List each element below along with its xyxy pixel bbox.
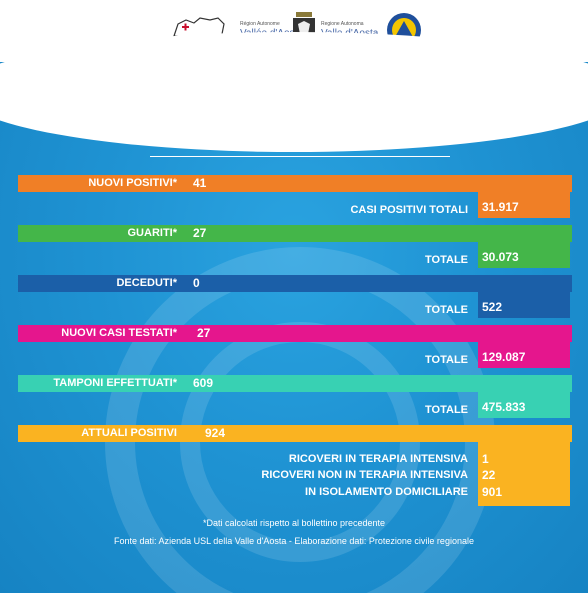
deceduti-value: 0 [193, 276, 200, 290]
guariti-value: 27 [193, 226, 207, 240]
nuovi-casi-testati-value: 27 [197, 326, 211, 340]
terapia-intensiva-value: 1 [482, 452, 489, 466]
bulletin-subtitle: COVID-19 - Situazione in Valle d'Aosta [158, 111, 430, 128]
attuali-positivi-label: ATTUALI POSITIVI [81, 427, 177, 439]
deceduti-label: DECEDUTI* [116, 277, 177, 289]
guariti-totale-value: 30.073 [482, 250, 519, 264]
guariti-totale-label: TOTALE [425, 254, 468, 266]
divider [150, 156, 450, 157]
deceduti-totale-label: TOTALE [425, 304, 468, 316]
attuali-positivi-value: 924 [205, 426, 226, 440]
tamponi-totale-label: TOTALE [425, 404, 468, 416]
nuovi-casi-testati-totale-box [478, 340, 570, 368]
bulletin-date: Sabato 12 marzo 2022 [215, 133, 373, 150]
nuovi-positivi-value: 41 [193, 176, 207, 190]
footnote: *Dati calcolati rispetto al bollettino precedente [202, 518, 386, 528]
casi-positivi-totali-value: 31.917 [482, 200, 519, 214]
casi-positivi-totali-label: CASI POSITIVI TOTALI [350, 204, 468, 216]
guariti-totale-box [478, 240, 570, 268]
nuovi-casi-testati-label: NUOVI CASI TESTATI* [61, 327, 177, 339]
casi-positivi-totali-box [478, 190, 570, 218]
tamponi-label: TAMPONI EFFETTUATI* [53, 377, 177, 389]
nuovi-positivi-label: NUOVI POSITIVI* [88, 177, 177, 189]
non-terapia-intensiva-value: 22 [482, 468, 496, 482]
deceduti-totale-box [478, 290, 570, 318]
tamponi-totale-value: 475.833 [482, 400, 526, 414]
data-source: Fonte dati: Azienda USL della Valle d'Aosta - Elaborazione dati: Protezione civile regionale [114, 536, 474, 546]
non-terapia-intensiva-label: RICOVERI NON IN TERAPIA INTENSIVA [261, 469, 468, 481]
deceduti-totale-value: 522 [482, 300, 503, 314]
tamponi-totale-box [478, 390, 570, 418]
guariti-label: GUARITI* [127, 227, 177, 239]
region-fr-small: Région Autonome [240, 21, 280, 27]
isolamento-domiciliare-value: 901 [482, 485, 503, 499]
tamponi-value: 609 [193, 376, 214, 390]
bulletin-number: BOLLETTINO DI AGGIORNAMENTO N.637 [144, 90, 444, 107]
region-it-small: Regione Autonoma [321, 21, 364, 27]
isolamento-domiciliare-label: IN ISOLAMENTO DOMICILIARE [305, 486, 468, 498]
nuovi-casi-testati-totale-value: 129.087 [482, 350, 526, 364]
terapia-intensiva-label: RICOVERI IN TERAPIA INTENSIVA [288, 453, 468, 465]
nuovi-casi-testati-totale-label: TOTALE [425, 354, 468, 366]
